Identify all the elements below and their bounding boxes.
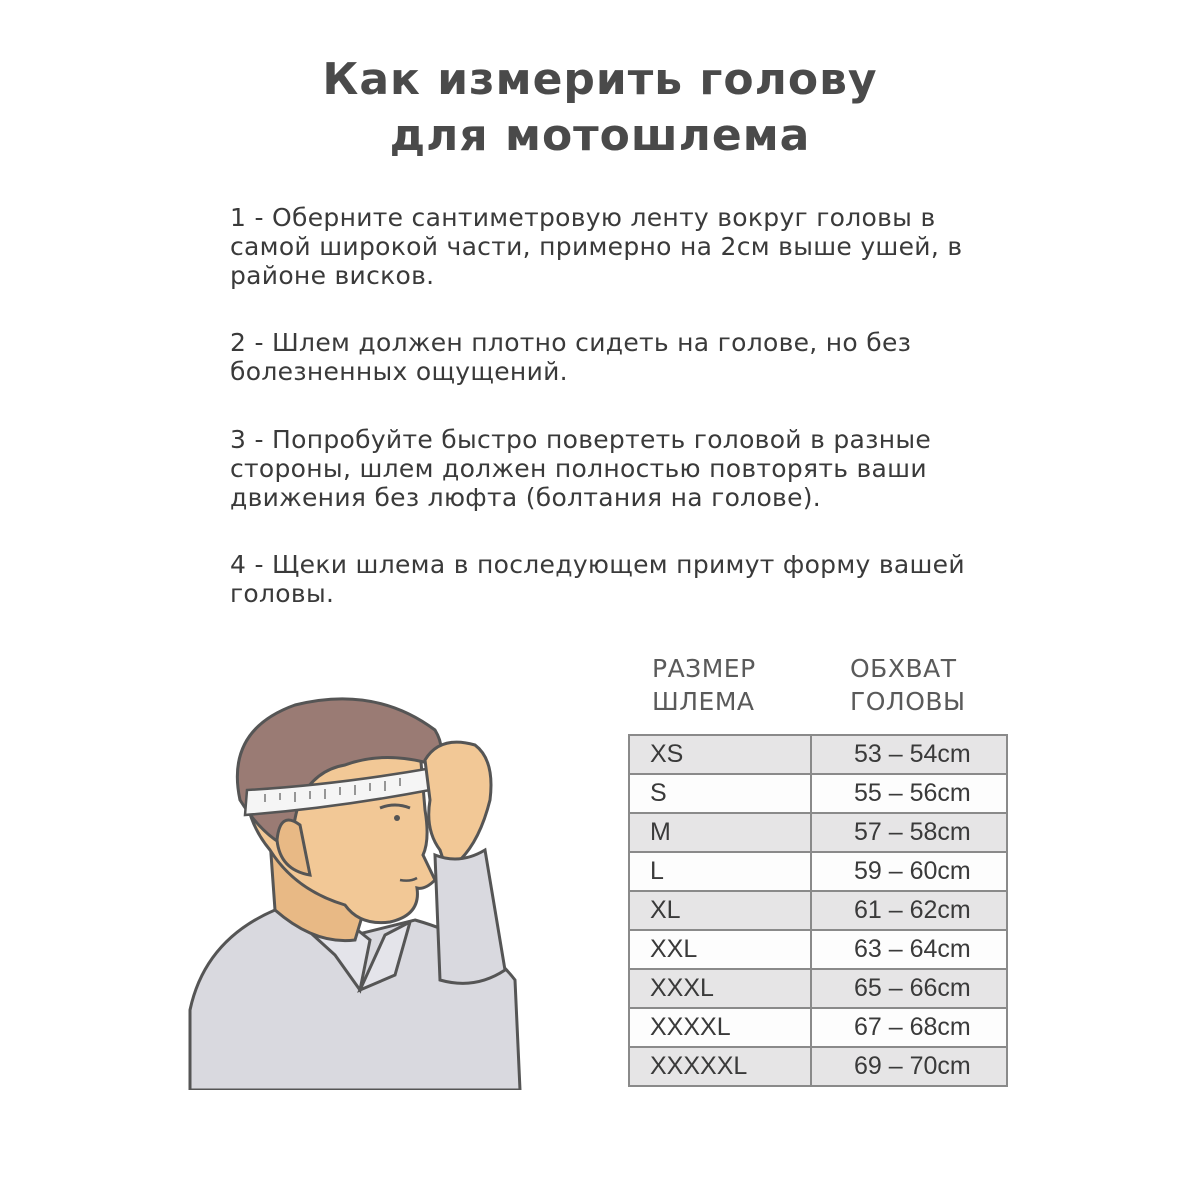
girth-cell: 63 – 64cm: [811, 930, 1007, 969]
title-line-2: для мотошлема: [389, 110, 811, 161]
girth-cell: 67 – 68cm: [811, 1008, 1007, 1047]
size-cell: L: [629, 852, 811, 891]
girth-cell: 53 – 54cm: [811, 735, 1007, 774]
girth-cell: 69 – 70cm: [811, 1047, 1007, 1086]
header-helmet-size: [652, 652, 756, 718]
table-row: [629, 735, 1007, 774]
page-title: [0, 52, 1200, 164]
size-cell: XXXXXL: [629, 1047, 811, 1086]
table-row: [629, 852, 1007, 891]
girth-cell: 55 – 56cm: [811, 774, 1007, 813]
step-2: 2 - Шлем должен плотно сидеть на голове, но без болезненных ощущений.: [230, 328, 912, 386]
size-cell: M: [629, 813, 811, 852]
step-3: 3 - Попробуйте быстро повертеть головой в разные стороны, шлем должен полностью повторять ваши движения без люфта (болтания на голове).: [230, 425, 932, 512]
header-girth-line-2: ГОЛОВЫ: [850, 687, 966, 716]
girth-cell: 65 – 66cm: [811, 969, 1007, 1008]
size-cell: XL: [629, 891, 811, 930]
size-table: [628, 734, 1008, 1087]
title-line-1: Как измерить голову: [322, 54, 878, 105]
size-cell: S: [629, 774, 811, 813]
table-row: [629, 969, 1007, 1008]
table-row: [629, 774, 1007, 813]
header-size-line-1: РАЗМЕР: [652, 654, 756, 683]
girth-cell: 59 – 60cm: [811, 852, 1007, 891]
size-cell: XS: [629, 735, 811, 774]
size-cell: XXXL: [629, 969, 811, 1008]
table-row: [629, 1047, 1007, 1086]
header-girth-line-1: ОБХВАТ: [850, 654, 957, 683]
table-row: [629, 813, 1007, 852]
header-head-girth: [850, 652, 966, 718]
step-4: 4 - Щеки шлема в последующем примут форму вашей головы.: [230, 550, 965, 608]
table-row: [629, 930, 1007, 969]
girth-cell: 61 – 62cm: [811, 891, 1007, 930]
size-cell: XXL: [629, 930, 811, 969]
size-cell: XXXXL: [629, 1008, 811, 1047]
step-1: 1 - Оберните сантиметровую ленту вокруг головы в самой широкой части, примерно на 2см выше ушей, в районе висков.: [230, 203, 963, 290]
girth-cell: 57 – 58cm: [811, 813, 1007, 852]
table-row: [629, 891, 1007, 930]
table-row: [629, 1008, 1007, 1047]
man-measuring-head-icon: [185, 690, 530, 1090]
header-size-line-2: ШЛЕМА: [652, 687, 755, 716]
